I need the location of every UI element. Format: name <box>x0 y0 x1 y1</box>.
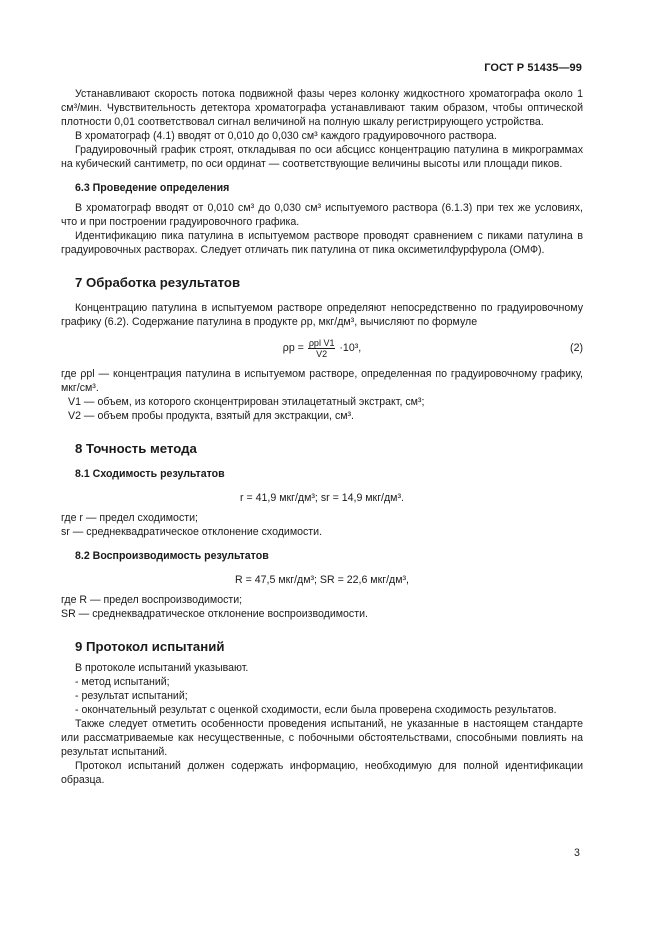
paragraph-7-1: Концентрацию патулина в испытуемом растворе определяют непосредственно по градуировочному графику (6.2). Содержание патулина в продукте ρp, мкг/дм³, вычисляют по формуле <box>61 302 583 328</box>
formula-2 <box>61 335 583 361</box>
heading-9: 9 Протокол испытаний <box>75 639 225 654</box>
paragraph-calibration: Градуировочный график строят, откладывая по оси абсцисс концентрацию патулина в микрограммах на кубический сантиметр, по оси ординат — соответствующие величины высоты или площади пиков. <box>61 144 583 170</box>
where-big-r: где R — предел воспроизводимости; <box>61 594 243 606</box>
list-item-final-result: - окончательный результат с оценкой сходимости, если была проверена сходимость результатов. <box>75 704 557 716</box>
formula-fraction <box>308 338 336 359</box>
formula-numerator: ρpl V1 <box>308 337 335 348</box>
heading-8: 8 Точность метода <box>75 441 197 456</box>
formula-reproducibility: R = 47,5 мкг/дм³; SR = 22,6 мкг/дм³, <box>235 574 409 586</box>
heading-7: 7 Обработка результатов <box>75 275 241 290</box>
paragraph-6-3-1: В хроматограф вводят от 0,010 см³ до 0,030 см³ испытуемого раствора (6.1.3) при тех же условиях, что и при построении градуировочного графика. <box>61 202 583 228</box>
list-item-result: - результат испытаний; <box>75 690 188 702</box>
paragraph-6-3-2: Идентификацию пика патулина в испытуемом растворе проводят сравнением с пиками патулина в градуировочных растворах. Следует отличать пик патулина от пика оксиметилфурфурола (ОМФ). <box>61 230 583 256</box>
where-rho-pl: где ρpl — концентрация патулина в испытуемом растворе, определенная по градуировочному графику, мкг/см³. <box>61 368 583 394</box>
paragraph-9-2: Также следует отметить особенности проведения испытаний, не указанные в настоящем стандарте или рассматриваемые как несущественные, с побочными обстоятельствами, способными повлиять на результат испытаний. <box>61 718 583 758</box>
where-v1: V1 — объем, из которого сконцентрирован этилацетатный экстракт, см³; <box>68 396 425 408</box>
formula-repeatability: r = 41,9 мкг/дм³; sr = 14,9 мкг/дм³. <box>240 492 404 504</box>
heading-8-1: 8.1 Сходимость результатов <box>75 468 225 480</box>
heading-6-3: 6.3 Проведение определения <box>75 182 230 194</box>
formula-denominator: V2 <box>316 348 328 359</box>
doc-code-header: ГОСТ Р 51435—99 <box>484 62 582 74</box>
list-item-method: - метод испытаний; <box>75 676 170 688</box>
where-v2: V2 — объем пробы продукта, взятый для экстракции, см³. <box>68 410 354 422</box>
paragraph-flow-rate: Устанавливают скорость потока подвижной фазы через колонку жидкостного хроматографа около 1 см³/мин. Чувствительность детектора хроматографа устанавливают таким образом, чтобы оптической плотности 0,01 соответствовал сигнал величиной на полную шкалу регистрирующего устройства. <box>61 88 583 128</box>
body-text <box>61 87 583 787</box>
page-number: 3 <box>574 847 580 859</box>
paragraph-9-1: В протоколе испытаний указывают. <box>75 662 249 674</box>
where-r: где r — предел сходимости; <box>61 512 198 524</box>
formula-lhs: ρp = <box>282 342 304 354</box>
where-big-sr: SR — среднеквадратическое отклонение воспроизводимости. <box>61 608 368 620</box>
paragraph-9-3: Протокол испытаний должен содержать информацию, необходимую для полной идентификации образца. <box>61 760 583 786</box>
formula-tail: ·10³, <box>339 342 362 354</box>
paragraph-injection: В хроматограф (4.1) вводят от 0,010 до 0,030 см³ каждого градуировочного раствора. <box>75 130 497 142</box>
equation-number: (2) <box>570 342 583 354</box>
where-sr: sr — среднеквадратическое отклонение сходимости. <box>61 526 323 538</box>
heading-8-2: 8.2 Воспроизводимость результатов <box>75 550 269 562</box>
